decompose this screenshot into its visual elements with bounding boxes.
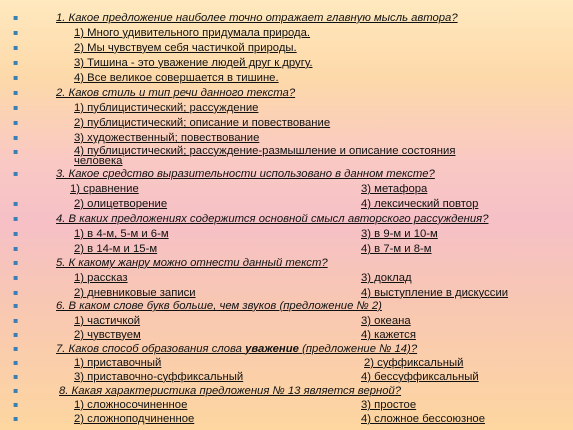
answer-row [0,183,573,196]
answer-row [0,146,573,168]
question-text: 5. К какому жанру можно отнести данный текст? [56,257,328,269]
question-text: 8. Какая характеристика предложения № 13 является верной? [59,385,402,397]
bullet-icon [13,274,20,281]
bullet-icon [13,259,20,266]
answer-text-col2: 3) доклад [361,272,412,284]
question-text: 4. В каких предложениях содержится основной смысл авторского рассуждения? [56,213,489,225]
bullet-icon [13,302,20,309]
question-text: 7. Каков способ образования слова уважение (предложение № 14)? [56,343,418,355]
bullet-icon [13,104,20,111]
bullet-icon [13,215,20,222]
answer-text: 2) олицетворение [74,198,168,210]
bullet-icon [13,401,20,408]
bullet-icon [13,359,20,366]
answer-text: 4) публицистический; рассуждение-размышление и описание состояния человека [74,145,456,167]
answer-row [0,329,573,342]
bullet-icon [13,230,20,237]
answer-row [0,243,573,256]
question-text: 3. Какое средство выразительности использовано в данном тексте? [56,168,435,180]
bullet-icon [13,59,20,66]
answer-text-col2: 4) выступление в дискуссии [361,287,509,299]
question-text: 2. Каков стиль и тип речи данного текста? [56,87,296,99]
bullet-icon [13,89,20,96]
question-row [0,385,573,398]
question-row [0,300,573,313]
answer-text-col2: 4) кажется [361,329,416,341]
answer-row [0,399,573,412]
answer-row [0,287,573,300]
answer-text: 2) дневниковые записи [74,287,196,299]
question-row [0,87,573,100]
answer-text: 3) художественный; повествование [74,132,260,144]
bold-word: уважение [245,343,299,355]
question-row [0,213,573,226]
bullet-icon [13,119,20,126]
answer-text-col2: 3) океана [361,315,411,327]
answer-text: 1) приставочный [74,357,162,369]
answer-row [0,198,573,211]
question-text: 1. Какое предложение наиболее точно отражает главную мысль автора? [56,12,458,24]
bullet-icon [13,29,20,36]
question-row [0,257,573,270]
answer-text: 3) Тишина - это уважение людей друг к другу. [74,57,313,69]
bullet-icon [13,317,20,324]
answer-text: 2) сложноподчиненное [74,413,195,425]
answer-text-col2: 3) простое [361,399,417,411]
answer-row [0,72,573,85]
answer-text-col2: 3) в 9-м и 10-м [361,228,438,240]
bullet-icon [13,387,20,394]
answer-row [0,42,573,55]
answer-text-col2: 4) бессуффиксальный [361,371,479,383]
answer-text-col2: 3) метафора [361,183,428,195]
answer-text: 1) рассказ [74,272,128,284]
answer-text: 2) публицистический; описание и повествование [74,117,331,129]
answer-row [0,272,573,285]
bullet-icon [13,415,20,422]
answer-text: 1) публицистический; рассуждение [74,102,259,114]
bullet-icon [13,170,20,177]
question-row [0,168,573,181]
answer-text: 1) в 4-м, 5-м и 6-м [74,228,169,240]
answer-row [0,27,573,40]
bullet-icon [13,74,20,81]
bullet-icon [13,289,20,296]
bullet-icon [13,134,20,141]
answer-text: 2) Мы чувствуем себя частичкой природы. [74,42,297,54]
answer-row [0,228,573,241]
answer-row [0,57,573,70]
answer-row [0,102,573,115]
bullet-icon [13,373,20,380]
bullet-icon [13,148,20,155]
bullet-icon [13,345,20,352]
answer-text-col2: 4) сложное бессоюзное [361,413,485,425]
answer-row [0,357,573,370]
answer-text: 4) Все великое совершается в тишине. [74,72,279,84]
answer-text: 2) чувствуем [74,329,141,341]
question-text: 6. В каком слове букв больше, чем звуков (предложение № 2) [56,300,382,312]
bullet-icon [13,331,20,338]
answer-text-col2: 4) лексический повтор [361,198,479,210]
answer-row [0,315,573,328]
answer-row [0,413,573,426]
bullet-icon [13,245,20,252]
answer-row [0,132,573,145]
answer-text: 3) приставочно-суффиксальный [74,371,244,383]
answer-text-col2: 4) в 7-м и 8-м [361,243,432,255]
answer-text: 2) в 14-м и 15-м [74,243,158,255]
bullet-icon [13,200,20,207]
answer-text: 1) частичкой [74,315,141,327]
answer-text: 1) сложносочиненное [74,399,188,411]
answer-row [0,117,573,130]
answer-text-col2: 2) суффиксальный [364,357,464,369]
bullet-icon [13,14,20,21]
answer-row [0,371,573,384]
bullet-icon [13,44,20,51]
question-row [0,12,573,25]
question-row [0,343,573,356]
answer-text: 1) сравнение [70,183,139,195]
answer-text: 1) Много удивительного придумала природа. [74,27,311,39]
